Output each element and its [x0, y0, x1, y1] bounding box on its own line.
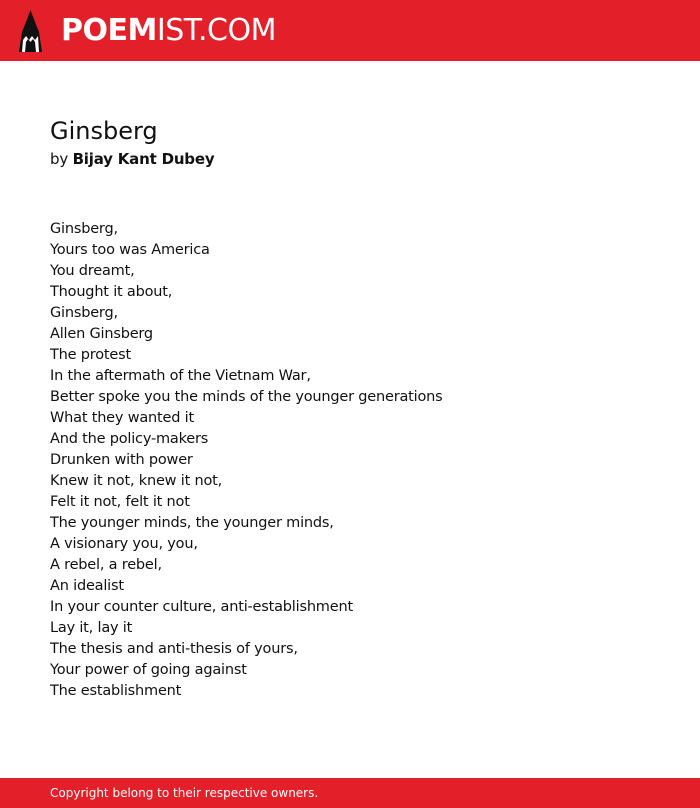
site-logo-text — [61, 8, 276, 53]
poem-line: A rebel, a rebel, — [50, 557, 162, 573]
poem-line: You dreamt, — [50, 263, 135, 279]
by-label: by — [50, 150, 68, 168]
poem-author: Bijay Kant Dubey — [72, 150, 215, 168]
poem-line: Ginsberg, — [50, 305, 118, 321]
poem-line: A visionary you, you, — [50, 536, 198, 552]
poem-line: What they wanted it — [50, 410, 194, 426]
poem-line: In the aftermath of the Vietnam War, — [50, 368, 311, 384]
poem-title: Ginsberg — [50, 117, 158, 145]
poem-byline — [50, 148, 214, 170]
poem-line: Thought it about, — [50, 284, 173, 300]
poem-line: Knew it not, knew it not, — [50, 473, 223, 489]
site-footer — [0, 778, 700, 808]
poem-line: Ginsberg, — [50, 221, 118, 237]
poem-line: Yours too was America — [50, 242, 210, 258]
poem-line: In your counter culture, anti-establishment — [50, 599, 353, 615]
site-logo-link[interactable] — [18, 8, 276, 53]
pencil-icon — [18, 10, 43, 52]
poem-line: Felt it not, felt it not — [50, 494, 190, 510]
poem-line: Your power of going against — [50, 662, 247, 678]
site-header — [0, 0, 700, 61]
poem-line: Lay it, lay it — [50, 620, 133, 636]
poem-line: And the policy-makers — [50, 431, 209, 447]
poem-line: The protest — [50, 347, 131, 363]
poem-line: Better spoke you the minds of the younger generations — [50, 389, 443, 405]
logo-light-text: IST.COM — [156, 13, 276, 48]
poem-line: The establishment — [50, 683, 182, 699]
poem-line: Allen Ginsberg — [50, 326, 153, 342]
poem-lines — [50, 219, 442, 702]
logo-bold-text: POEM — [61, 13, 157, 48]
poem-line: An idealist — [50, 578, 124, 594]
poem-line: The younger minds, the younger minds, — [50, 515, 334, 531]
copyright-text: Copyright belong to their respective owners. — [50, 786, 319, 800]
poem-line: The thesis and anti-thesis of yours, — [50, 641, 298, 657]
poem-line: Drunken with power — [50, 452, 193, 468]
